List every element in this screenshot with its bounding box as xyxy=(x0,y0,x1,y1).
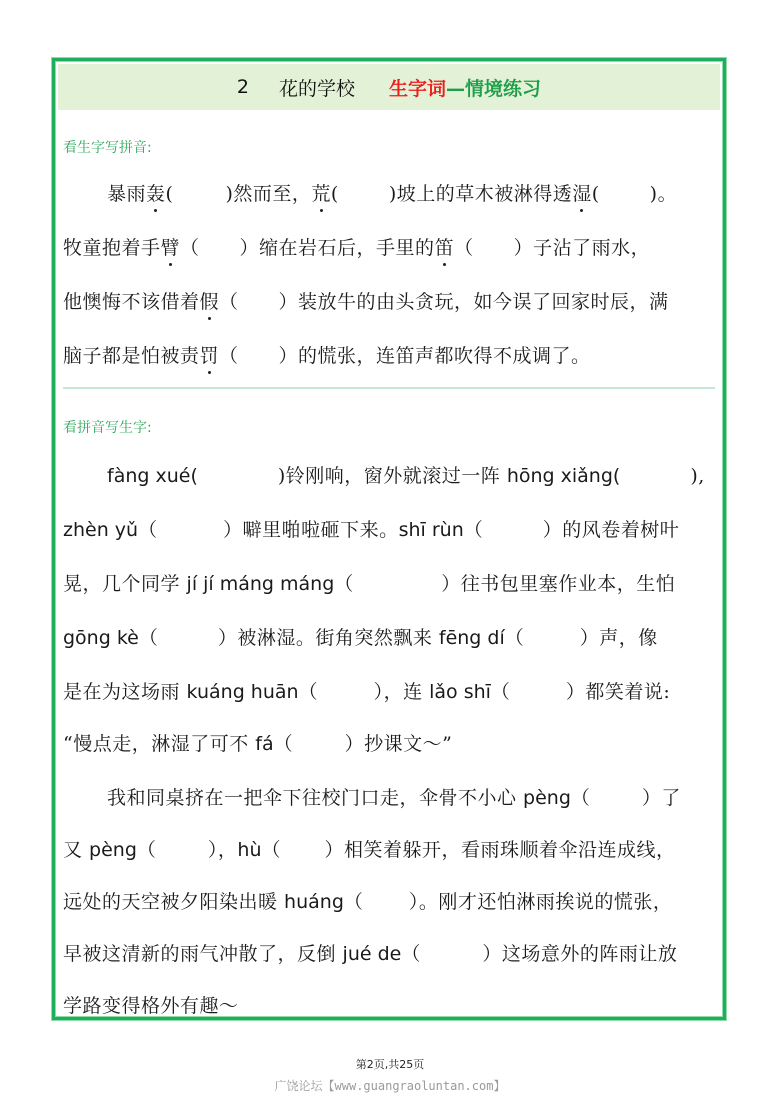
s2-line-5 xyxy=(63,677,715,704)
text: 晃，几个同学 xyxy=(63,573,187,595)
text: )坡上的草木被淋得透 xyxy=(388,183,573,205)
pinyin: fēng dí（ xyxy=(438,627,524,649)
text: )铃刚响，窗外就滚过一阵 xyxy=(277,465,507,487)
pinyin: jí jí máng máng（ xyxy=(186,573,354,595)
page-number: 第2页,共25页 xyxy=(355,1058,425,1071)
pinyin: hù（ xyxy=(237,839,281,861)
pinyin: hōng xiǎng( xyxy=(506,465,621,487)
paren: ( xyxy=(330,183,339,205)
text: 又 xyxy=(63,839,90,861)
text: ），连 xyxy=(373,681,430,703)
worksheet-frame xyxy=(52,58,726,1020)
text: ）相笑着躲开，看雨珠顺着伞沿连成线， xyxy=(324,839,676,861)
text: ）这场意外的阵雨让放 xyxy=(482,943,678,965)
text: “慢点走，淋湿了可不 xyxy=(63,733,256,755)
pinyin: jué de（ xyxy=(342,943,421,965)
s2-line-9 xyxy=(63,887,715,914)
pinyin: shī rùn（ xyxy=(398,519,483,541)
text: ）都笑着说: xyxy=(565,681,671,703)
pinyin: pèng（ xyxy=(523,787,590,809)
pinyin: gōng kè（ xyxy=(63,627,158,649)
pinyin: pèng（ xyxy=(89,839,156,861)
text: ）声，像 xyxy=(579,627,658,649)
section1-label: 看生字写拼音: xyxy=(63,140,152,156)
s2-line-7 xyxy=(63,783,715,810)
dotted-char: 湿 xyxy=(572,179,592,206)
text: ）， xyxy=(207,839,238,861)
s2-line-6 xyxy=(63,729,715,756)
s2-line-11 xyxy=(63,991,715,1018)
lesson-title: 花的学校 xyxy=(279,77,356,100)
pinyin: zhèn yǔ（ xyxy=(63,519,158,541)
topic-red: 生字词 xyxy=(389,77,447,100)
text: 他懊悔不该借着 xyxy=(63,291,200,313)
s2-line-3 xyxy=(63,569,715,596)
section-divider xyxy=(63,387,715,389)
text: ), xyxy=(690,465,705,487)
text: ）被淋湿。街角突然飘来 xyxy=(217,627,439,649)
text: ）缩在岩石后，手里的 xyxy=(239,237,435,259)
dotted-char: 罚 xyxy=(200,341,220,368)
text: 是在为这场雨 xyxy=(63,681,187,703)
topic-green: —情境练习 xyxy=(446,77,542,100)
text: ）装放牛的由头贪玩，如今误了回家时辰，满 xyxy=(278,291,669,313)
s1-line-3 xyxy=(63,287,715,314)
text: ）的慌张，连笛声都吹得不成调了。 xyxy=(278,345,591,367)
paren: （ xyxy=(454,237,474,259)
lesson-number: 2 xyxy=(236,76,250,98)
paren: （ xyxy=(180,237,200,259)
text: ）噼里啪啦砸下来。 xyxy=(223,519,399,541)
watermark: 广饶论坛【www.guangraoluntan.com】 xyxy=(274,1079,506,1093)
text: ）。刚才还怕淋雨挨说的慌张， xyxy=(408,891,673,913)
pinyin: lǎo shī（ xyxy=(429,681,510,703)
dotted-char: 轰 xyxy=(146,179,166,206)
paren: ( xyxy=(591,183,600,205)
text: ）抄课文～” xyxy=(344,733,453,755)
dotted-char: 臂 xyxy=(161,233,181,260)
text: ）子沾了雨水， xyxy=(513,237,651,259)
s2-line-2 xyxy=(63,515,715,542)
text: )然而至， xyxy=(225,183,312,205)
pinyin: fá（ xyxy=(255,733,293,755)
text: 我和同桌挤在一把伞下往校门口走，伞骨不小心 xyxy=(107,787,524,809)
text: )。 xyxy=(649,183,678,205)
s2-line-8 xyxy=(63,835,715,862)
s2-line-1 xyxy=(63,461,715,488)
text: ）的风卷着树叶 xyxy=(542,519,680,541)
s2-line-4 xyxy=(63,623,715,650)
text: 学路变得格外有趣～ xyxy=(63,995,239,1017)
pinyin: huáng（ xyxy=(284,891,363,913)
s1-line-4 xyxy=(63,341,715,368)
s2-line-10 xyxy=(63,939,715,966)
text: 暴雨 xyxy=(107,183,147,205)
text: 早被这清新的雨气冲散了，反倒 xyxy=(63,943,343,965)
s1-line-2 xyxy=(63,233,715,260)
text: ）了 xyxy=(641,787,681,809)
text: 远处的天空被夕阳染出暖 xyxy=(63,891,285,913)
paren: （ xyxy=(219,291,239,313)
text: 牧童抱着手 xyxy=(63,237,161,259)
paren: （ xyxy=(219,345,239,367)
pinyin: kuáng huān（ xyxy=(186,681,318,703)
pinyin: fàng xué( xyxy=(107,465,198,487)
paren: ( xyxy=(165,183,174,205)
dotted-char: 笛 xyxy=(435,233,455,260)
s1-line-1 xyxy=(63,179,715,206)
dotted-char: 假 xyxy=(200,287,220,314)
section2-label: 看拼音写生字: xyxy=(63,420,152,436)
text: 脑子都是怕被责 xyxy=(63,345,200,367)
worksheet-header xyxy=(58,64,720,110)
text: ）往书包里塞作业本，生怕 xyxy=(441,573,676,595)
dotted-char: 荒 xyxy=(311,179,331,206)
